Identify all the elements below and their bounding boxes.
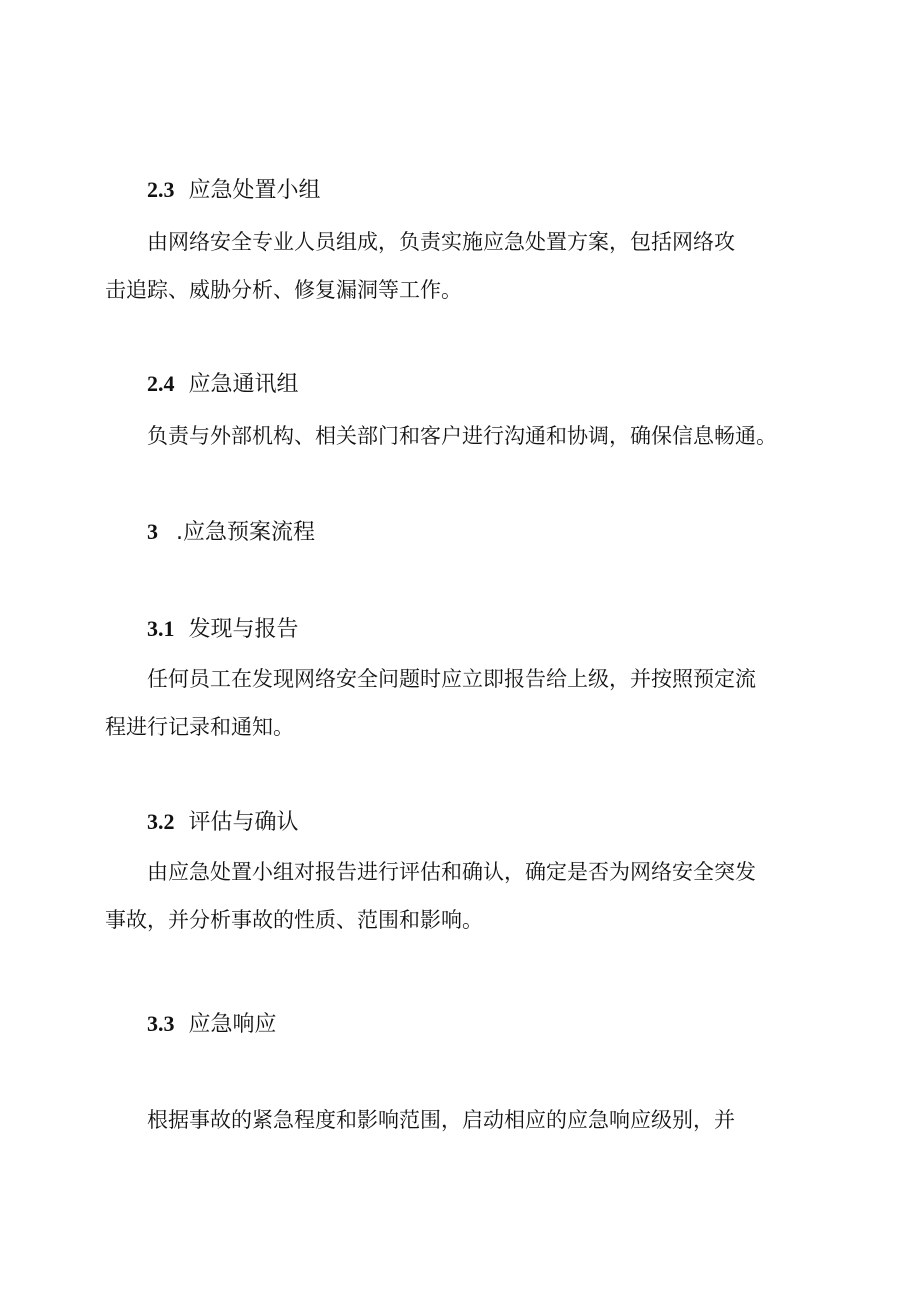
section-heading-3-1	[147, 614, 299, 645]
paragraph-line: 由网络安全专业人员组成，负责实施应急处置方案，包括网络攻	[147, 230, 735, 254]
section-body-2-3-cont	[105, 266, 462, 314]
section-number: 3.1	[147, 616, 175, 641]
section-heading-3	[147, 517, 315, 548]
paragraph-line: 任何员工在发现网络安全问题时应立即报告给上级，并按照预定流	[147, 667, 756, 691]
section-number: 3	[147, 519, 158, 544]
section-title: 应急通讯组	[188, 372, 299, 397]
section-body-3-1	[147, 655, 756, 703]
section-body-3-1-cont	[105, 703, 294, 751]
section-number: 3.2	[147, 809, 175, 834]
section-body-2-4	[147, 412, 777, 460]
section-body-3-3	[147, 1096, 735, 1144]
section-heading-2-4	[147, 369, 299, 400]
section-heading-3-2	[147, 807, 299, 838]
paragraph-line: 由应急处置小组对报告进行评估和确认，确定是否为网络安全突发	[147, 860, 756, 884]
section-number: 2.3	[147, 177, 175, 202]
section-body-2-3	[147, 218, 735, 266]
paragraph-line: 负责与外部机构、相关部门和客户进行沟通和协调，确保信息畅通。	[147, 424, 777, 448]
paragraph-line: 事故，并分析事故的性质、范围和影响。	[105, 908, 483, 932]
section-number: 2.4	[147, 371, 175, 396]
section-number: 3.3	[147, 1011, 175, 1036]
paragraph-line: 根据事故的紧急程度和影响范围，启动相应的应急响应级别，并	[147, 1108, 735, 1132]
section-heading-3-3	[147, 1009, 277, 1040]
paragraph-line: 程进行记录和通知。	[105, 715, 294, 739]
paragraph-line: 击追踪、威胁分析、修复漏洞等工作。	[105, 278, 462, 302]
section-title: 应急处置小组	[188, 178, 321, 203]
section-title: 评估与确认	[188, 810, 299, 835]
section-body-3-2	[147, 848, 756, 896]
section-heading-2-3	[147, 175, 321, 206]
section-title: .应急预案流程	[176, 520, 315, 545]
section-body-3-2-cont	[105, 896, 483, 944]
section-title: 发现与报告	[188, 617, 299, 642]
section-title: 应急响应	[188, 1012, 277, 1037]
